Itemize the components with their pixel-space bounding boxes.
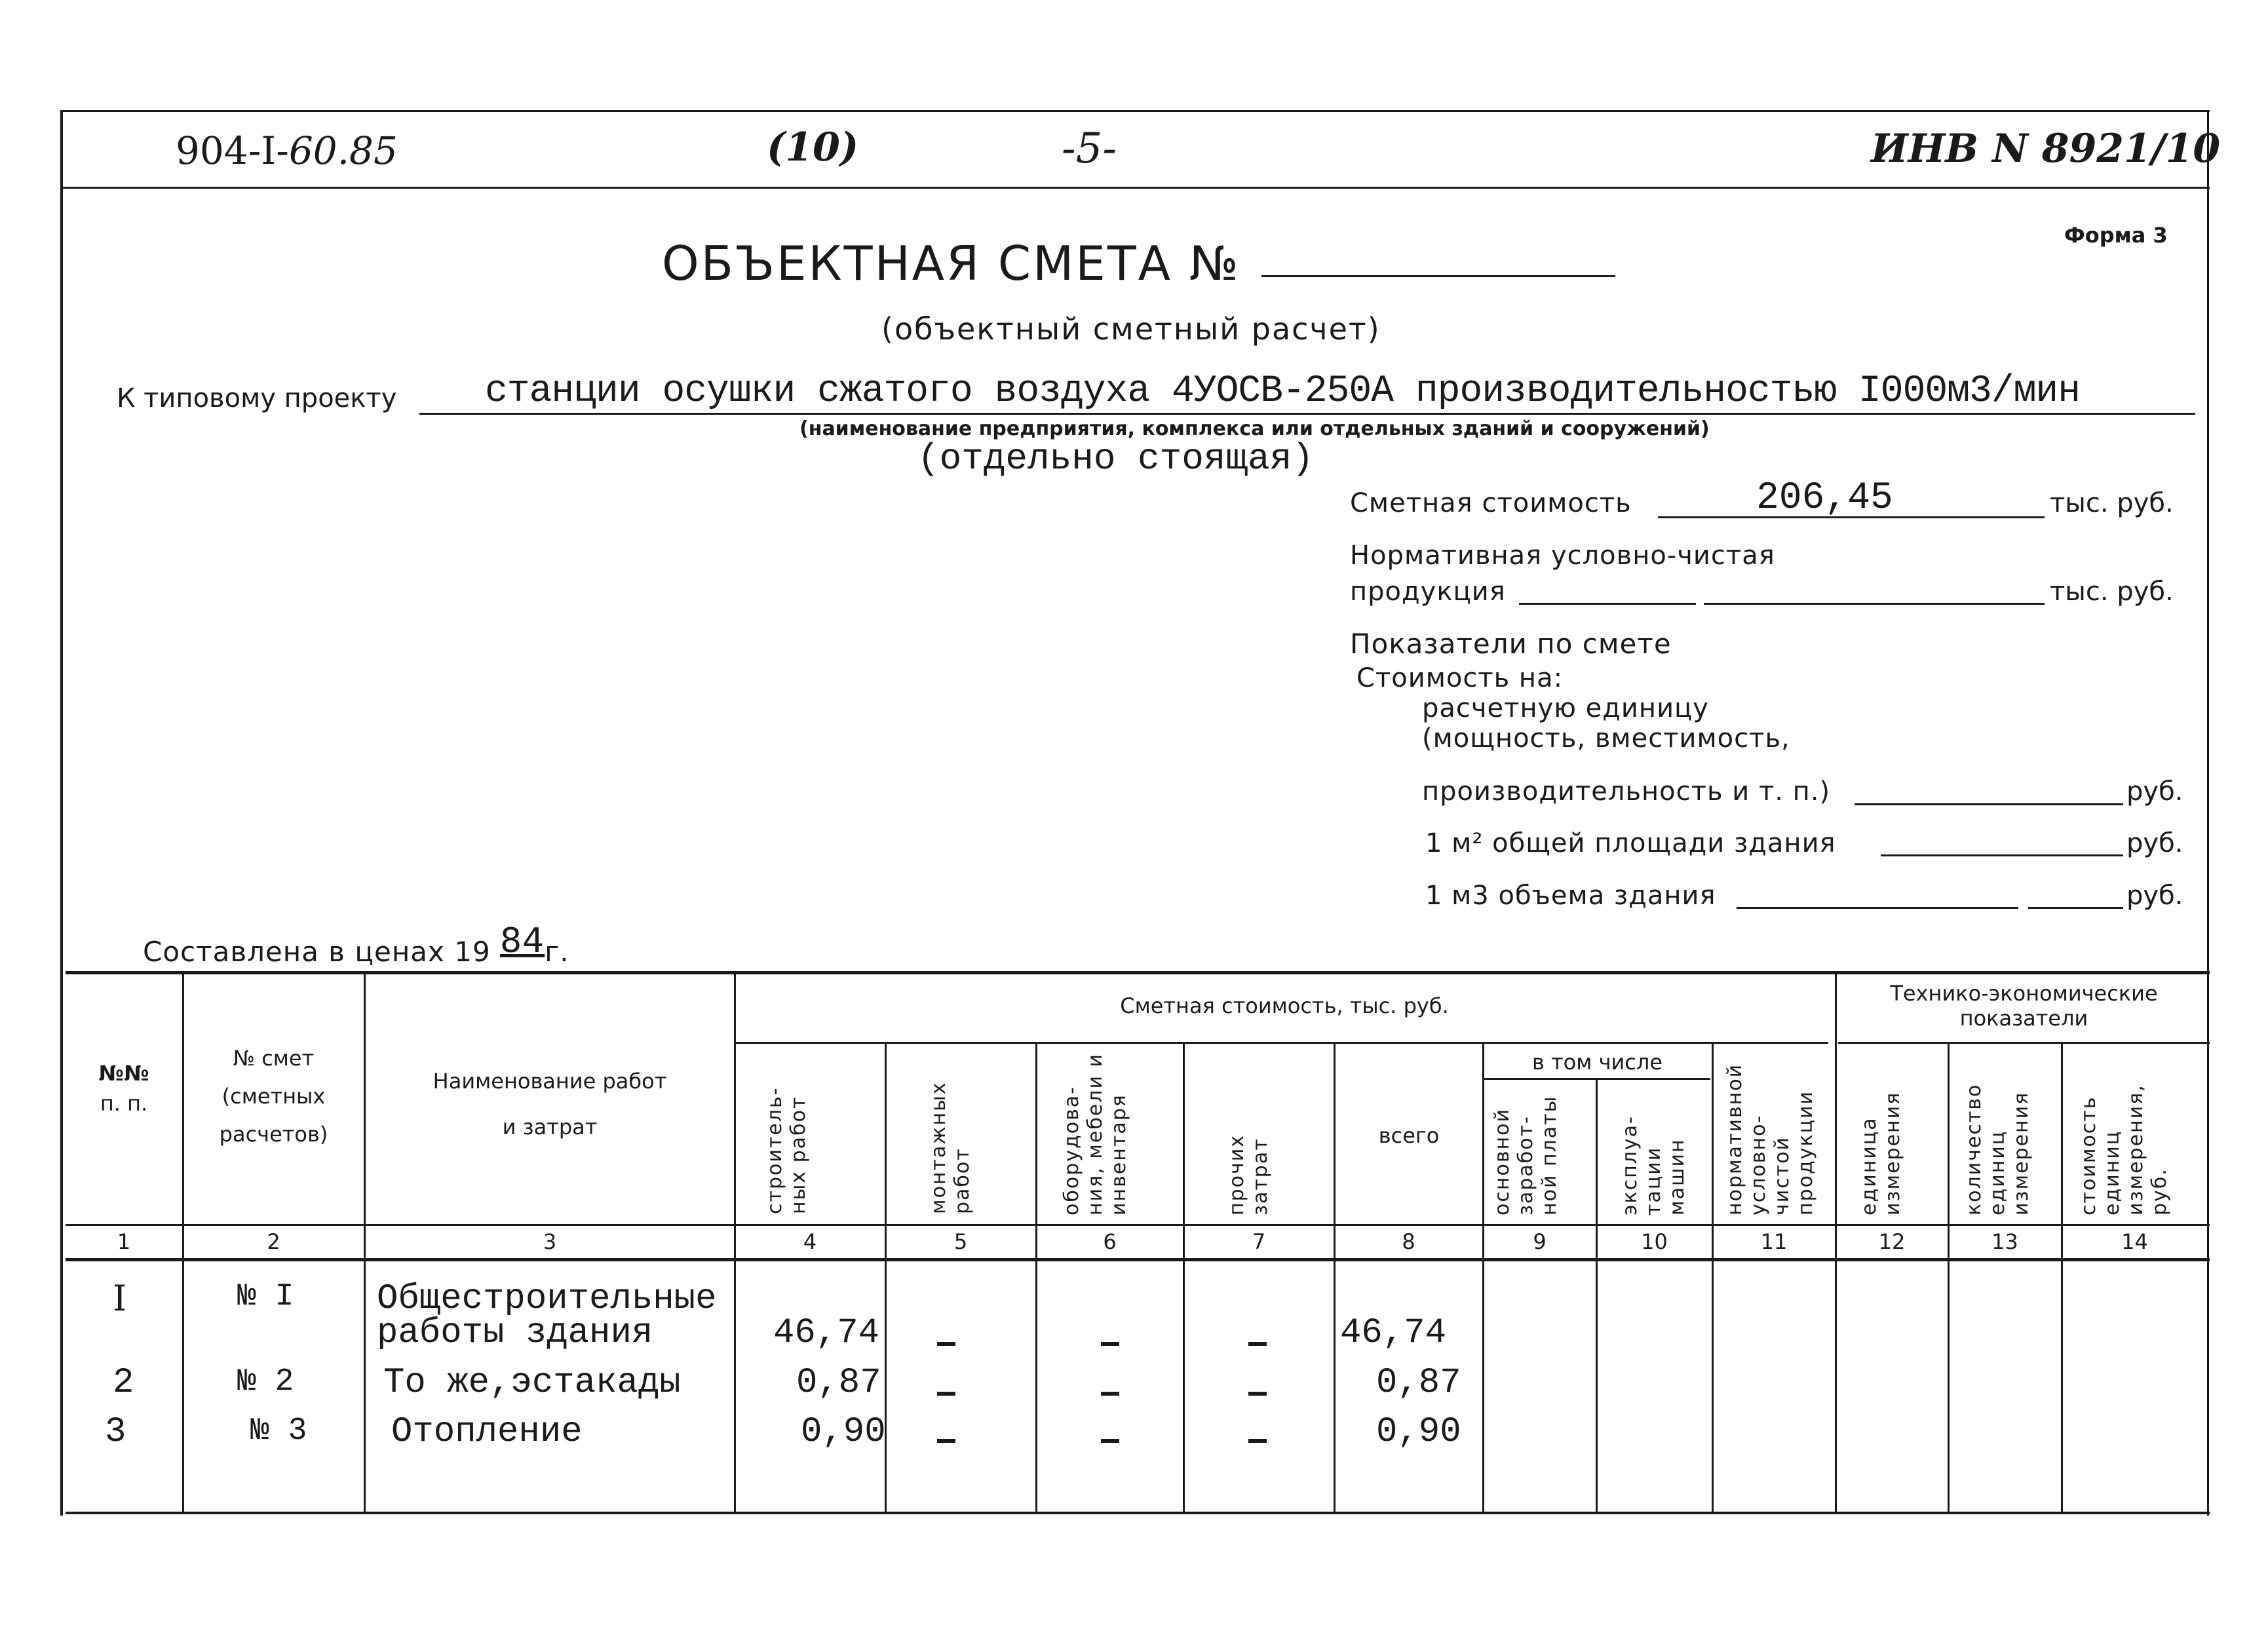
cost-group-header: Сметная стоимость, тыс. руб. [1120,993,1449,1018]
per-m3-underline-1 [1737,907,2018,909]
row1-c6-dash [1101,1342,1119,1346]
doc-code-printed: 904-I- [176,128,289,173]
row2-c5-dash [937,1392,955,1396]
header-bottom-rule [66,1224,2210,1226]
col2-header-line2: (сметных [221,1084,326,1109]
prices-year: 84 [500,921,545,961]
col2-header [183,1039,364,1153]
per-unit-label-1: расчетную единицу [1422,693,1709,723]
col1-header [66,1058,182,1118]
net-product-label-1: Нормативная условно-чистая [1350,541,1775,571]
col9-header: основной заработ- ной платы [1491,1095,1561,1215]
net-product-underline-2 [1704,603,2045,605]
col3-header [366,1058,734,1150]
col1-header-line1: №№ [98,1061,149,1086]
cost-group-rule [734,1042,1828,1044]
col7-header: прочих затрат [1225,1134,1272,1215]
col-number-2: 2 [267,1229,280,1254]
doc-code-handwritten: 60.85 [288,128,398,173]
per-m3-label: 1 м3 объема здания [1425,881,1716,911]
row3-c8: 0,90 [1376,1412,1461,1452]
per-m3-underline-2 [2028,907,2123,909]
indicators-title: Показатели по смете [1350,628,1672,660]
row2-c7-dash [1248,1392,1267,1396]
table-bottom-rule [66,1512,2210,1514]
col5-header: монтажных работ [927,1081,974,1214]
tech-group-rule [1838,1042,2210,1044]
header-rule [60,187,2210,189]
row2-c6-dash [1101,1392,1119,1396]
per-m3-rub: руб. [2126,881,2183,911]
col-divider-6 [1183,1042,1185,1512]
col6-header: оборудова- ния, мебели и инвентаря [1060,1053,1130,1215]
project-caption: (наименование предприятия, комплекса или отдельных зданий и сооружений) [799,417,1710,440]
col-number-3: 3 [543,1229,557,1254]
frame-left [60,110,63,1516]
col13-header: количество единиц измерения [1963,1083,2033,1215]
standalone-label: (отдельно стоящая) [917,438,1314,480]
col3-header-line2: и затрат [502,1115,598,1139]
net-product-unit: тыс. руб. [2050,577,2174,607]
col-divider-8 [1482,1042,1484,1512]
per-m2-label: 1 м² общей площади здания [1425,828,1836,858]
col8-header: всего [1378,1123,1440,1148]
col-number-5: 5 [953,1229,968,1254]
form-label: Форма 3 [2064,223,2168,248]
row3-estimate: № 3 [250,1413,307,1449]
col-number-14: 14 [2121,1229,2148,1254]
including-header: в том числе [1532,1050,1663,1075]
col-number-9: 9 [1533,1229,1547,1254]
cost-on-label: Стоимость на: [1356,663,1564,693]
per-unit-rub: руб. [2126,776,2183,807]
prices-line [143,921,569,970]
net-product-label-2: продукция [1350,577,1506,607]
row1-name-2: работы здания [377,1313,653,1353]
row2-name-1: То же,эстакады [383,1363,681,1403]
row1-c4: 46,74 [773,1313,880,1353]
project-name: станции осушки сжатого воздуха 4УОСВ-250А производительностью I000м3/мин [485,370,2081,413]
cost-unit: тыс. руб. [2050,488,2174,518]
per-m2-rub: руб. [2126,828,2183,858]
col11-header: нормативной условно- чистой продукции [1723,1063,1817,1215]
row1-c5-dash [937,1342,955,1346]
row3-c5-dash [937,1439,955,1443]
row1-name-1: Общестроительные [377,1279,717,1319]
per-m2-underline [1881,854,2123,856]
row3-num: 3 [105,1412,126,1452]
col-number-6: 6 [1103,1229,1117,1254]
col-divider-10 [1712,1042,1714,1512]
row1-c8: 46,74 [1340,1313,1447,1353]
col-number-4: 4 [803,1229,817,1254]
col-divider-9 [1596,1078,1598,1512]
row3-c7-dash [1248,1439,1267,1443]
per-unit-underline [1855,803,2123,805]
tech-group-header-text: Технико-экономические показатели [1890,981,2158,1031]
row3-name-1: Отопление [391,1412,583,1452]
col-divider-7 [1334,1042,1336,1512]
col-number-10: 10 [1641,1229,1668,1254]
col-number-13: 13 [1991,1229,2018,1254]
col1-header-line2: п. п. [100,1091,148,1116]
row2-c4: 0,87 [796,1363,881,1403]
estimate-number-line [1261,275,1615,277]
cost-value: 206,45 [1756,477,1893,520]
col-number-7: 7 [1252,1229,1266,1254]
col14-header: стоимость единиц измерения, руб. [2077,1084,2171,1215]
col-number-11: 11 [1760,1229,1788,1254]
col2-header-line1: № смет [233,1046,315,1071]
col-number-1: 1 [117,1229,131,1254]
col-divider-12 [1948,1042,1950,1512]
row1-c7-dash [1248,1342,1267,1346]
row1-estimate: № I [237,1279,294,1314]
row1-num: I [113,1278,127,1319]
project-label: К типовому проекту [117,383,397,413]
row2-estimate: № 2 [237,1364,294,1400]
page-number: -5- [1062,124,1117,173]
col2-header-line3: расчетов) [219,1122,328,1147]
col4-header: строитель- ных работ [763,1086,810,1214]
row3-c6-dash [1101,1439,1119,1443]
doc-code [176,128,398,173]
col-divider-5 [1035,1042,1037,1512]
row2-c8: 0,87 [1376,1363,1461,1403]
per-unit-label-2: (мощность, вместимость, [1422,723,1790,754]
project-underline [419,413,2195,415]
table-top-rule [66,971,2210,974]
row2-num: 2 [113,1363,134,1403]
document-subtitle: (объектный сметный расчет) [881,311,1381,347]
tech-group-header [1838,981,2210,1031]
col10-header: эксплуа- тации машин [1619,1115,1689,1215]
row3-c4: 0,90 [801,1412,886,1452]
net-product-underline-1 [1519,603,1696,605]
inventory-number: ИНВ N 8921/10 [1871,126,2221,172]
col3-header-line1: Наименование работ [432,1069,667,1094]
column-numbers-rule [66,1258,2210,1261]
per-unit-label-3: производительность и т. п.) [1422,776,1831,807]
col-number-12: 12 [1878,1229,1906,1254]
prices-suffix: г. [545,936,569,968]
frame-top [60,110,2210,112]
frame-right [2207,110,2209,1516]
document-title: ОБЪЕКТНАЯ СМЕТА № [662,236,1240,291]
col-divider-13 [2061,1042,2063,1512]
cost-label: Сметная стоимость [1350,488,1632,518]
col12-header: единица измерения [1858,1091,1904,1215]
col-number-8: 8 [1402,1229,1415,1254]
prices-label: Составлена в ценах 19 [143,936,491,968]
sheet-mark: (10) [767,124,859,170]
